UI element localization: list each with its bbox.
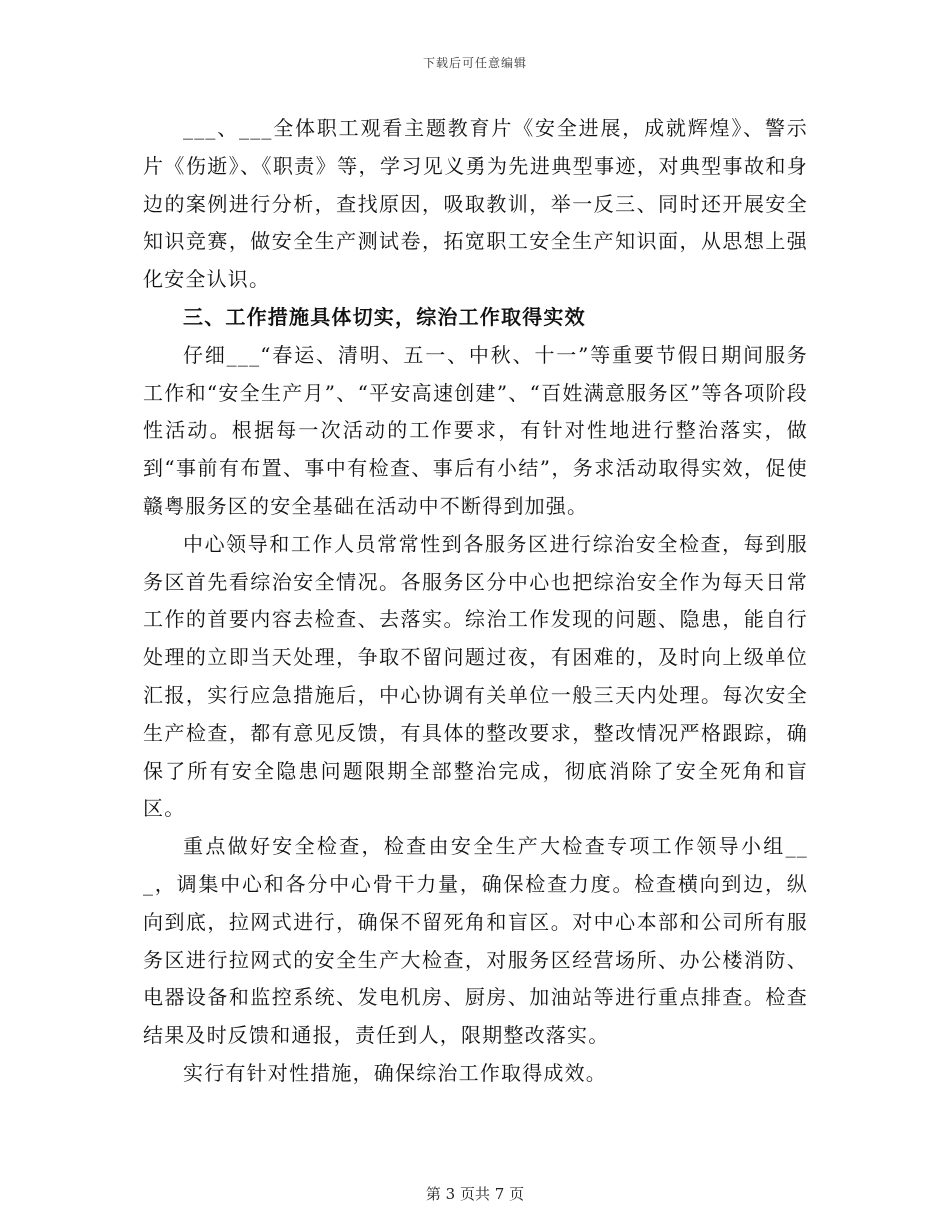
- paragraph-inspection: 中心领导和工作人员常常性到各服务区进行综治安全检查，每到服务区首先看综治安全情况。各服务区分中心也把综治安全作为每天日常工作的首要内容去检查、去落实。综治工作发现的问题、隐患，能自行处理的立即当天处理，争取不留问题过夜，有困难的，及时向上级单位汇报，实行应急措施后，中心协调有关单位一般三天内处理。每次安全生产检查，都有意见反馈，有具体的整改要求，整改情况严格跟踪，确保了所有安全隐患问题限期全部整治完成，彻底消除了安全死角和盲区。: [143, 531, 808, 821]
- paragraph-measures: 实行有针对性措施，确保综治工作取得成效。: [183, 1060, 607, 1085]
- paragraph-education: ___、___全体职工观看主题教育片《安全进展，成就辉煌》、警示片《伤逝》、《职责》等，学习见义勇为先进典型事迹，对典型事故和身边的案例进行分析，查找原因，吸取教训，举一反三、同时还开展安全知识竞赛，做安全生产测试卷，拓宽职工安全生产知识面，从思想上强化安全认识。: [143, 116, 808, 292]
- document-body: [143, 110, 808, 1093]
- page-header: 下载后可任意编辑: [422, 56, 527, 70]
- paragraph-safety-check: 重点做好安全检查，检查由安全生产大检查专项工作领导小组___，调集中心和各分中心骨干力量，确保检查力度。检查横向到边，纵向到底，拉网式进行，确保不留死角和盲区。对中心本部和公司所有服务区进行拉网式的安全生产大检查，对服务区经营场所、办公楼消防、电器设备和监控系统、发电机房、厨房、加油站等进行重点排查。检查结果及时反馈和通报，责任到人，限期整改落实。: [143, 834, 808, 1048]
- page-number: 第 3 页共 7 页: [425, 1185, 525, 1203]
- paragraph-holidays: 仔细___“春运、清明、五一、中秋、十一”等重要节假日期间服务工作和“安全生产月”、“平安高速创建”、“百姓满意服务区”等各项阶段性活动。根据每一次活动的工作要求，有针对性地进行整治落实，做到“事前有布置、事中有检查、事后有小结”，务求活动取得实效，促使赣粤服务区的安全基础在活动中不断得到加强。: [143, 342, 808, 518]
- section-heading: 三、工作措施具体切实，综治工作取得实效: [183, 304, 586, 329]
